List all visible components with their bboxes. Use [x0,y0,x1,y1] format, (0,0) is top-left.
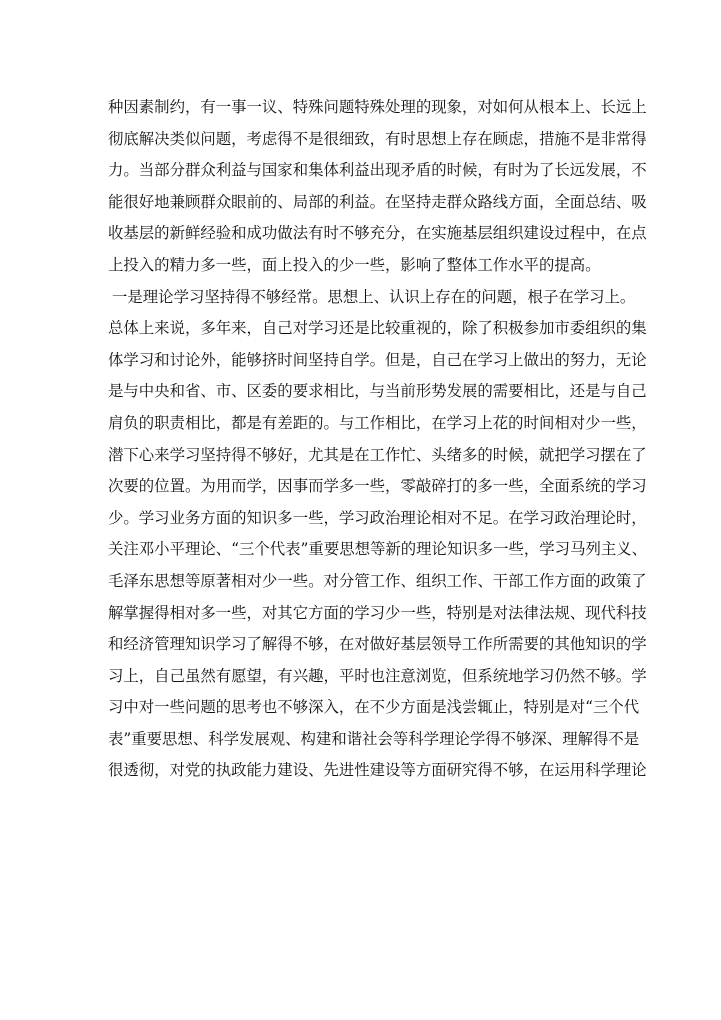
text-line: 种因素制约，有一事一议、特殊问题特殊处理的现象，对如何从根本上、长远上 [108,98,647,116]
text-line: 少。学习业务方面的知识多一些，学习政治理论相对不足。在学习政治理论时， [108,508,647,527]
document-body [108,92,648,787]
text-line: 和经济管理知识学习了解得不够，在对做好基层领导工作所需要的其他知识的学 [108,635,647,654]
text-line: 很透彻，对党的执政能力建设、先进性建设等方面研究得不够，在运用科学理论 [108,761,647,780]
text-line: 解掌握得相对多一些，对其它方面的学习少一些，特别是对法律法规、现代科技 [108,603,647,622]
text-line: 习上，自己虽然有愿望，有兴趣，平时也注意浏览，但系统地学习仍然不够。学 [108,666,647,685]
paragraph-2 [108,282,648,788]
text-line: 是与中央和省、市、区委的要求相比，与当前形势发展的需要相比，还是与自己 [108,382,647,401]
text-line: 表”重要思想、科学发展观、构建和谐社会等科学理论学得不够深、理解得不是 [108,729,640,748]
text-line: 体学习和讨论外，能够挤时间坚持自学。但是，自己在学习上做出的努力，无论 [108,350,647,369]
text-line: 习中对一些问题的思考也不够深入，在不少方面是浅尝辄止，特别是对“三个代 [108,698,640,717]
paragraph-1 [108,92,647,282]
text-line: 上投入的精力多一些，面上投入的少一些，影响了整体工作水平的提高。 [108,255,601,274]
text-line: 彻底解决类似问题，考虑得不是很细致，有时思想上存在顾虑，措施不是非常得 [108,129,647,148]
text-line: 毛泽东思想等原著相对少一些。对分管工作、组织工作、干部工作方面的政策了 [108,571,647,590]
text-line: 肩负的职责相比，都是有差距的。与工作相比，在学习上花的时间相对少一些， [108,413,647,432]
text-line: 能很好地兼顾群众眼前的、局部的利益。在坚持走群众路线方面，全面总结、吸 [108,192,647,211]
text-line: 一是理论学习坚持得不够经常。思想上、认识上存在的问题，根子在学习上。 [112,287,636,306]
text-line: 力。当部分群众利益与国家和集体利益出现矛盾的时候，有时为了长远发展，不 [108,161,647,180]
text-line: 次要的位置。为用而学，因事而学多一些，零敲碎打的多一些，全面系统的学习 [108,477,647,496]
text-line: 收基层的新鲜经验和成功做法有时不够充分，在实施基层组织建设过程中，在点 [108,224,647,243]
text-line: 总体上来说，多年来，自己对学习还是比较重视的，除了积极参加市委组织的集 [108,319,647,338]
text-line: 潜下心来学习坚持得不够好，尤其是在工作忙、头绪多的时候，就把学习摆在了 [108,445,647,464]
text-line: 关注邓小平理论、“三个代表”重要思想等新的理论知识多一些，学习马列主义、 [108,540,648,559]
